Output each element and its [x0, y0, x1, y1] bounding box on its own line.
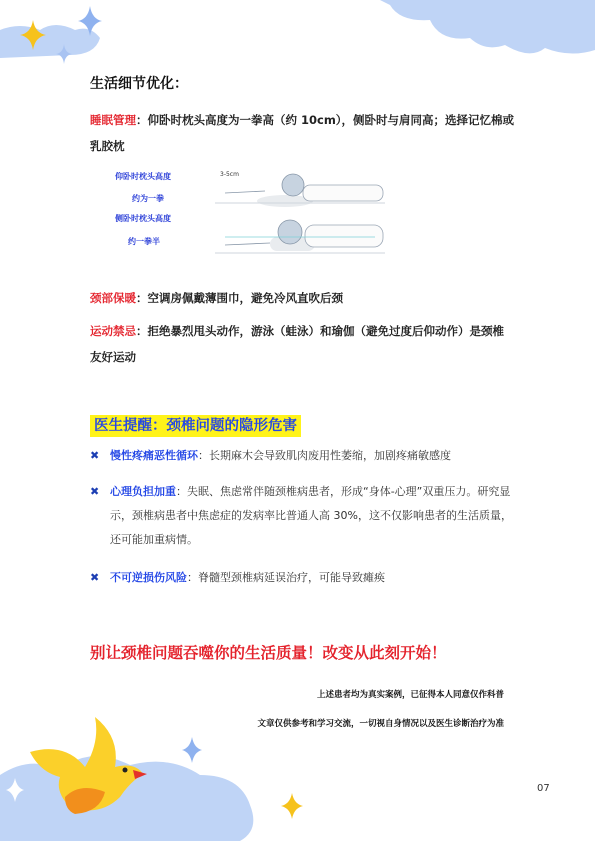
exercise-taboo-text: ：拒绝暴烈甩头动作，游泳（蛙泳）和瑜伽（避免过度后仰动作）是颈椎友好运动 [90, 324, 504, 364]
illustration-label-4: 约一拳半 [128, 237, 160, 246]
illustration-label-3: 侧卧时枕头高度 [115, 214, 171, 223]
illustration-label-2: 约为一拳 [132, 194, 164, 203]
illustration-label-1: 仰卧时枕头高度 [115, 172, 171, 181]
yellow-star-icon [20, 20, 46, 50]
sleep-management-text: ：仰卧时枕头高度为一拳高（约 10cm），侧卧时与肩同高；选择记忆棉或乳胶枕 [90, 113, 515, 153]
bullet-key: 不可逆损伤风险 [110, 571, 187, 584]
call-to-action: 别让颈椎问题吞噬你的生活质量！改变从此刻开始！ [90, 644, 447, 662]
cross-icon: ✖ [90, 571, 100, 584]
sleep-management-paragraph [90, 107, 515, 159]
note-real-case: 上述患者均为真实案例，已征得本人同意仅作科普 [316, 690, 504, 700]
bullet-text: ：长期麻木会导致肌肉废用性萎缩，加剧疼痛敏感度 [198, 449, 451, 462]
page-number: 07 [537, 783, 550, 794]
bullet-text: ：失眠、焦虑常伴随颈椎病患者，形成“身体-心理”双重压力。研究显示，颈椎病患者中焦虑症的发病率比普通人高 30%，这不仅影响患者的生活质量，还可能加重病情。 [110, 485, 512, 546]
bullet-key: 心理负担加重 [110, 485, 176, 498]
section-title: 生活细节优化： [90, 76, 188, 92]
side-lying-figure-icon [215, 215, 385, 260]
yellow-star-icon [281, 793, 303, 819]
top-right-cloud-decoration [380, 0, 595, 60]
blue-star-icon [182, 737, 202, 763]
neck-warmth-key: 颈部保暖 [90, 291, 136, 305]
exercise-taboo-key: 运动禁忌 [90, 324, 136, 338]
white-star-icon [6, 778, 24, 802]
bullet-text: ：脊髓型颈椎病延误治疗，可能导致瘫痪 [187, 571, 385, 584]
bullet-key: 慢性疼痛恶性循环 [110, 449, 198, 462]
neck-warmth-text: ：空调房佩戴薄围巾，避免冷风直吹后颈 [136, 291, 343, 305]
blue-star-icon [78, 6, 102, 36]
yellow-bird-icon [25, 712, 155, 822]
warning-title: 医生提醒：颈椎问题的隐形危害 [90, 415, 301, 437]
supine-figure-icon [215, 165, 385, 210]
bullet-chronic-pain [90, 444, 515, 468]
bullet-psychological-burden [90, 480, 515, 552]
bullet-irreversible-damage [90, 566, 515, 590]
pillow-illustration [100, 163, 400, 263]
blue-star-small-icon [56, 44, 72, 64]
cross-icon: ✖ [90, 449, 100, 462]
exercise-taboo-paragraph [90, 318, 515, 370]
note-disclaimer: 文章仅供参考和学习交流，一切视自身情况以及医生诊断治疗为准 [257, 719, 504, 729]
cross-icon: ✖ [90, 485, 100, 498]
sleep-management-key: 睡眠管理 [90, 113, 136, 127]
neck-warmth-paragraph [90, 285, 515, 311]
measure-label: 3-5cm [220, 171, 239, 178]
